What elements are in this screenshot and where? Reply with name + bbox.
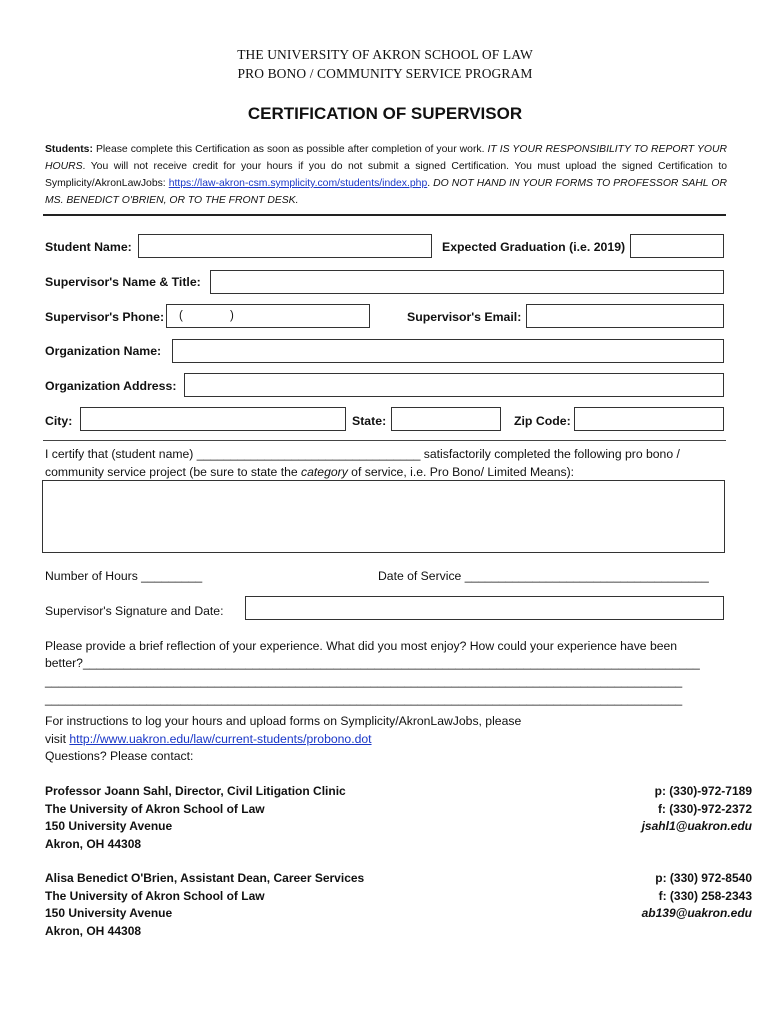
- reflection-line-3[interactable]: ______________________________________________________________________________________________: [45, 692, 683, 706]
- contact-email[interactable]: ab139@uakron.edu: [641, 906, 752, 920]
- number-of-hours: Number of Hours _________: [45, 569, 203, 583]
- certify-line-2b: of service, i.e. Pro Bono/ Limited Means):: [347, 465, 575, 479]
- phone-open-paren: (: [179, 310, 183, 322]
- certify-category: category: [301, 465, 348, 479]
- intro-paragraph: [45, 141, 727, 209]
- signature-date-field[interactable]: [245, 596, 724, 620]
- supervisor-phone-field[interactable]: [166, 304, 370, 328]
- instructions-line-1: For instructions to log your hours and upload forms on Symplicity/AkronLawJobs, please: [45, 714, 522, 728]
- intro-text-2: . You will not receive credit for your hours if you do not submit a signed Certification. You must upload the signed Certification to Symplicity/AkronLawJobs:: [45, 161, 727, 189]
- supervisor-email-field[interactable]: [526, 304, 724, 328]
- reflection-line-1[interactable]: better?___________________________________________________________________________________________: [45, 656, 700, 670]
- symplicity-link[interactable]: https://law-akron-csm.symplicity.com/students/index.php: [168, 178, 428, 189]
- supervisor-email-label: Supervisor's Email:: [407, 310, 522, 324]
- reflection-line-2[interactable]: ______________________________________________________________________________________________: [45, 674, 683, 688]
- reflection-prompt: Please provide a brief reflection of your experience. What did you most enjoy? How could your experience have been: [45, 639, 678, 653]
- phone-close-paren: ): [230, 310, 234, 322]
- intro-italic-1: IT IS YOUR RESPONSIBILITY TO REPORT YOUR HOURS: [45, 144, 727, 172]
- contact-org: The University of Akron School of Law: [45, 801, 265, 816]
- organization-address-label: Organization Address:: [45, 379, 177, 393]
- certify-line-1: I certify that (student name) _________________________________ satisfactorily completed the following pro bono /: [45, 447, 680, 461]
- signature-date-label: Supervisor's Signature and Date:: [45, 604, 224, 618]
- contact-street: 150 University Avenue: [45, 906, 173, 920]
- expected-graduation-label: Expected Graduation (i.e. 2019): [442, 240, 626, 254]
- state-field[interactable]: [391, 407, 501, 431]
- certify-line-2: [45, 465, 574, 479]
- student-name-field[interactable]: [138, 234, 432, 258]
- contact-phone: p: (330) 972-8540: [655, 871, 752, 885]
- organization-address-field[interactable]: [184, 373, 724, 397]
- visit-text: visit: [45, 732, 70, 746]
- contact-name: Professor Joann Sahl, Director, Civil Litigation Clinic: [45, 784, 346, 798]
- contact-city: Akron, OH 44308: [45, 923, 142, 938]
- contact-sahl-phone-block: [560, 783, 752, 836]
- intro-text-3: .: [427, 178, 434, 189]
- supervisor-name-label: Supervisor's Name & Title:: [45, 275, 201, 289]
- page-title: CERTIFICATION OF SUPERVISOR: [247, 104, 523, 123]
- contact-org: The University of Akron School of Law: [45, 888, 265, 903]
- intro-italic-2: DO NOT HAND IN YOUR FORMS TO PROFESSOR SAHL OR MS. BENEDICT O'BRIEN, OR TO THE FRONT DESK.: [45, 178, 727, 206]
- divider-middle: [43, 440, 726, 441]
- contact-fax: f: (330)-972-2372: [657, 801, 752, 816]
- organization-name-label: Organization Name:: [45, 344, 162, 358]
- organization-name-field[interactable]: [172, 339, 724, 363]
- city-label: City:: [45, 414, 73, 428]
- questions-line: Questions? Please contact:: [45, 749, 194, 763]
- students-label: Students:: [45, 144, 93, 155]
- project-description-field[interactable]: [42, 480, 725, 553]
- contact-obrien-address: [45, 870, 364, 940]
- zip-label: Zip Code:: [514, 414, 571, 428]
- contact-sahl-address: [45, 783, 346, 853]
- zip-field[interactable]: [574, 407, 724, 431]
- divider-top: [43, 214, 726, 216]
- contact-email[interactable]: jsahl1@uakron.edu: [641, 819, 752, 833]
- contact-fax: f: (330) 258-2343: [658, 888, 752, 903]
- instructions-line-2: [45, 732, 372, 746]
- city-field[interactable]: [80, 407, 346, 431]
- student-name-label: Student Name:: [45, 240, 132, 254]
- expected-graduation-field[interactable]: [630, 234, 724, 258]
- certify-line-2a: community service project (be sure to state the: [45, 465, 302, 479]
- header-line-2: PRO BONO / COMMUNITY SERVICE PROGRAM: [237, 66, 533, 81]
- contact-phone: p: (330)-972-7189: [654, 784, 752, 798]
- supervisor-phone-label: Supervisor's Phone:: [45, 310, 165, 324]
- date-of-service: Date of Service ____________________________________: [378, 569, 709, 583]
- contact-obrien-phone-block: [560, 870, 752, 923]
- contact-street: 150 University Avenue: [45, 819, 173, 833]
- supervisor-name-field[interactable]: [210, 270, 724, 294]
- contact-city: Akron, OH 44308: [45, 836, 142, 851]
- intro-text-1: Please complete this Certification as soon as possible after completion of your work.: [92, 144, 488, 155]
- probono-link[interactable]: http://www.uakron.edu/law/current-students/probono.dot: [69, 732, 372, 746]
- contact-name: Alisa Benedict O'Brien, Assistant Dean, Career Services: [45, 871, 365, 885]
- header-line-1: THE UNIVERSITY OF AKRON SCHOOL OF LAW: [237, 47, 533, 62]
- state-label: State:: [352, 414, 387, 428]
